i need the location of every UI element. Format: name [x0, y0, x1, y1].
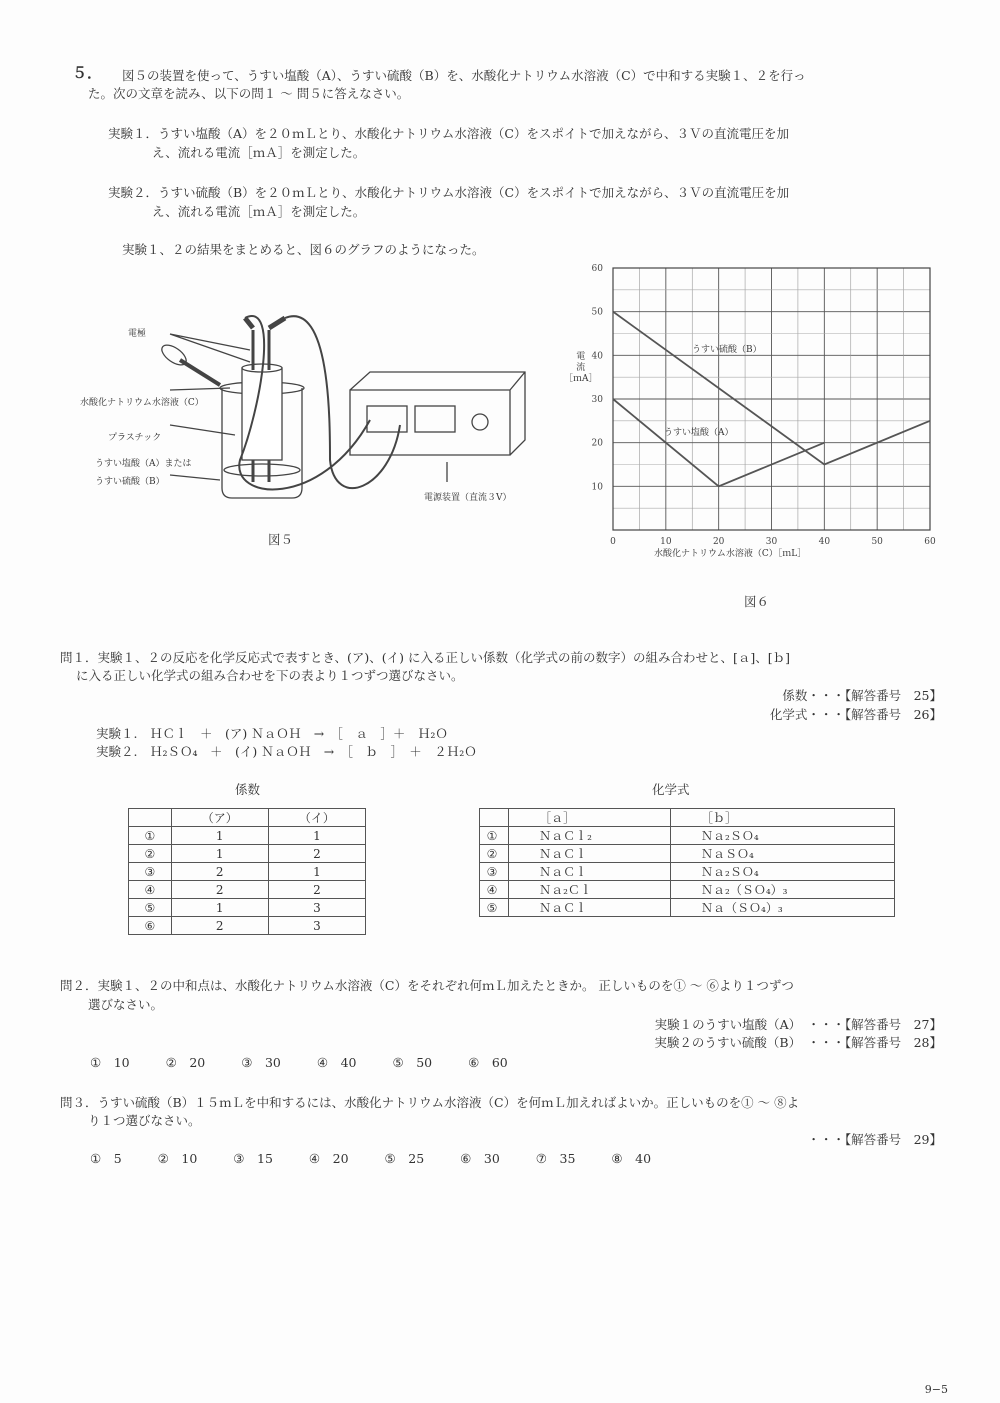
label-power: 電源装置（直流３V） [424, 493, 512, 503]
coef-cell: 2 [268, 845, 365, 863]
chem-cell: ＮａＣｌ [509, 899, 671, 917]
coef-cell: ① [129, 827, 172, 845]
chem-cell: Ｎａ₂（ＳＯ₄）₃ [671, 881, 895, 899]
chem-cell: Ｎａ₂ＳＯ₄ [671, 863, 895, 881]
chem-cell: ③ [480, 863, 509, 881]
y-tick-label: 60 [591, 264, 603, 274]
y-tick-label: 40 [591, 351, 603, 362]
answer-choice: ⑥ 30 [460, 1151, 500, 1166]
chem-cell: ［ａ］ [509, 809, 671, 827]
q3-answer-29: ・・・【解答番号 29】 [807, 1132, 942, 1147]
label-electrode: 電極 [128, 329, 147, 339]
experiment-1-line-2: え、流れる電流［ｍＡ］を測定した。 [152, 145, 366, 160]
ylabel-2: 流 [576, 363, 586, 373]
chem-cell: ＮａＳＯ₄ [671, 845, 895, 863]
x-tick-label: 50 [871, 537, 883, 547]
experiment-1-line-1: 実験１．うすい塩酸（A）を２０ｍＬとり、水酸化ナトリウム水溶液（C）をスポイトで加えながら、３Ｖの直流電圧を加 [108, 126, 789, 141]
coefficient-table [128, 808, 366, 935]
figure-5-caption: 図５ [268, 532, 294, 547]
coef-cell: ④ [129, 881, 172, 899]
chem-cell: ④ [480, 881, 509, 899]
coef-cell: 2 [171, 863, 268, 881]
ylabel-3: ［ｍA］ [564, 374, 598, 384]
y-tick-label: 50 [591, 307, 603, 318]
x-tick-label: 30 [765, 537, 778, 547]
page-number: 9−5 [924, 1383, 948, 1396]
q2-line-1: 問２．実験１、２の中和点は、水酸化ナトリウム水溶液（C）をそれぞれ何ｍＬ加えたときか。 正しいものを① ～ ⑥より１つずつ [60, 978, 794, 993]
q2-answer-27: 実験１のうすい塩酸（A） ・・・【解答番号 27】 [654, 1017, 942, 1032]
q1-line-2: に入る正しい化学式の組み合わせを下の表より１つずつ選びなさい。 [76, 668, 464, 683]
coef-row [129, 899, 366, 917]
answer-choice: ② 10 [157, 1151, 198, 1166]
chem-cell: Ｎａ（ＳＯ₄）₃ [671, 899, 895, 917]
coef-cell: 1 [268, 827, 365, 845]
coef-cell: 3 [268, 899, 365, 917]
x-tick-label: 20 [712, 537, 725, 547]
y-tick-label: 20 [591, 438, 603, 449]
label-plastic: プラスチック [108, 433, 162, 443]
label-naoh: 水酸化ナトリウム水溶液（C） [80, 398, 204, 408]
q2-answer-28: 実験２のうすい硫酸（B） ・・・【解答番号 28】 [654, 1035, 942, 1050]
q1-answer-25: 係数・・・【解答番号 25】 [782, 688, 942, 703]
answer-choice: ⑤ 25 [384, 1151, 425, 1166]
coef-cell: 2 [268, 881, 365, 899]
chem-cell: ＮａＣｌ₂ [509, 827, 671, 845]
y-tick-label: 10 [591, 482, 603, 493]
coef-row [129, 845, 366, 863]
chem-row [480, 827, 895, 845]
coef-cell: ⑥ [129, 917, 172, 935]
q3-choices [90, 1149, 687, 1167]
x-tick-label: 60 [924, 537, 936, 547]
chem-row [480, 881, 895, 899]
chem-row [480, 845, 895, 863]
experiment-2-line-2: え、流れる電流［ｍＡ］を測定した。 [152, 204, 366, 219]
chem-cell [480, 809, 509, 827]
coef-table-title: 係数 [235, 782, 261, 797]
chem-row [480, 863, 895, 881]
answer-choice: ④ 40 [316, 1055, 357, 1070]
chart-xlabel: 水酸化ナトリウム水溶液（C）［ｍL］ [654, 549, 807, 559]
coef-cell [129, 809, 172, 827]
label-acid-2: うすい硫酸（B） [95, 477, 165, 487]
coef-row [129, 881, 366, 899]
answer-choice: ① 10 [90, 1055, 130, 1070]
intro-line-1: 図５の装置を使って、うすい塩酸（A）、うすい硫酸（B）を、水酸化ナトリウム水溶液（C）で中和する実験１、２を行っ [122, 68, 806, 83]
answer-choice: ② 20 [165, 1055, 206, 1070]
answer-choice: ③ 30 [241, 1055, 281, 1070]
question-number: ５． [72, 64, 103, 82]
current-chart [555, 258, 955, 563]
answer-choice: ⑦ 35 [535, 1151, 576, 1166]
q3-line-2: り１つ選びなさい。 [88, 1113, 201, 1128]
coef-cell: （ア） [171, 809, 268, 827]
coef-cell: 3 [268, 917, 365, 935]
answer-choice: ⑧ 40 [611, 1151, 652, 1166]
coef-cell: 2 [171, 881, 268, 899]
x-tick-label: 10 [660, 537, 672, 547]
chem-cell: ［ｂ］ [671, 809, 895, 827]
chem-cell: Ｎａ₂ＳＯ₄ [671, 827, 895, 845]
coef-row [129, 863, 366, 881]
chem-cell: Ｎａ₂Ｃｌ [509, 881, 671, 899]
series-label-a: うすい塩酸（A） [664, 428, 734, 438]
coef-header [129, 809, 366, 827]
figure-6-caption: 図６ [744, 594, 770, 609]
x-tick-label: 0 [610, 537, 616, 547]
coef-cell: ③ [129, 863, 172, 881]
coef-cell: 1 [171, 845, 268, 863]
equation-2: 実験２. Ｈ₂ＳＯ₄ ＋ (イ) ＮａＯＨ → ［ ｂ ］ ＋ ２Ｈ₂Ｏ [96, 744, 477, 759]
answer-choice: ① 5 [90, 1151, 122, 1166]
q2-line-2: 選びなさい。 [88, 997, 164, 1012]
q1-answer-26: 化学式・・・【解答番号 26】 [769, 707, 942, 722]
coef-cell: （イ） [268, 809, 365, 827]
q3-line-1: 問３．うすい硫酸（B）１５ｍＬを中和するには、水酸化ナトリウム水溶液（C）を何ｍＬ加えればよいか。正しいものを① ～ ⑧よ [60, 1095, 800, 1110]
coef-cell: 1 [268, 863, 365, 881]
answer-choice: ⑤ 50 [392, 1055, 433, 1070]
chem-header [480, 809, 895, 827]
chem-cell: ＮａＣｌ [509, 845, 671, 863]
coef-cell: 2 [171, 917, 268, 935]
ylabel-1: 電 [576, 352, 586, 362]
chem-cell: ＮａＣｌ [509, 863, 671, 881]
coef-cell: 1 [171, 899, 268, 917]
intro-line-2: た。次の文章を読み、以下の問１ ～ 問５に答えなさい。 [88, 86, 410, 101]
answer-choice: ③ 15 [233, 1151, 273, 1166]
chem-cell: ② [480, 845, 509, 863]
equation-1: 実験１. ＨＣｌ ＋ (ア) ＮａＯＨ → ［ ａ ］＋ Ｈ₂Ｏ [96, 726, 448, 741]
answer-choice: ⑥ 60 [468, 1055, 508, 1070]
plastic-tube [242, 368, 282, 460]
coef-cell: ⑤ [129, 899, 172, 917]
chem-cell: ⑤ [480, 899, 509, 917]
label-acid-1: うすい塩酸（A）または [95, 459, 192, 469]
q1-line-1: 問１．実験１、２の反応を化学反応式で表すとき、(ア)、(イ) に入る正しい係数（化学式の前の数字）の組み合わせと、[ａ]、[ｂ] [60, 650, 790, 665]
summary-text: 実験１、２の結果をまとめると、図６のグラフのようになった。 [122, 242, 485, 257]
chem-cell: ① [480, 827, 509, 845]
coef-row [129, 917, 366, 935]
answer-choice: ④ 20 [308, 1151, 349, 1166]
coef-cell: ② [129, 845, 172, 863]
chem-table-title: 化学式 [652, 782, 690, 797]
chart-ylabel [564, 352, 598, 385]
formula-table [479, 808, 895, 917]
dropper-icon [180, 360, 220, 385]
series-label-b: うすい硫酸（B） [692, 345, 762, 355]
chem-row [480, 899, 895, 917]
y-tick-label: 30 [591, 395, 603, 405]
x-tick-label: 40 [818, 537, 831, 547]
q2-choices [90, 1053, 544, 1071]
coef-row [129, 827, 366, 845]
coef-cell: 1 [171, 827, 268, 845]
power-supply-icon [350, 372, 525, 455]
experiment-2-line-1: 実験２．うすい硫酸（B）を２０ｍＬとり、水酸化ナトリウム水溶液（C）をスポイトで加えながら、３Ｖの直流電圧を加 [108, 185, 790, 200]
